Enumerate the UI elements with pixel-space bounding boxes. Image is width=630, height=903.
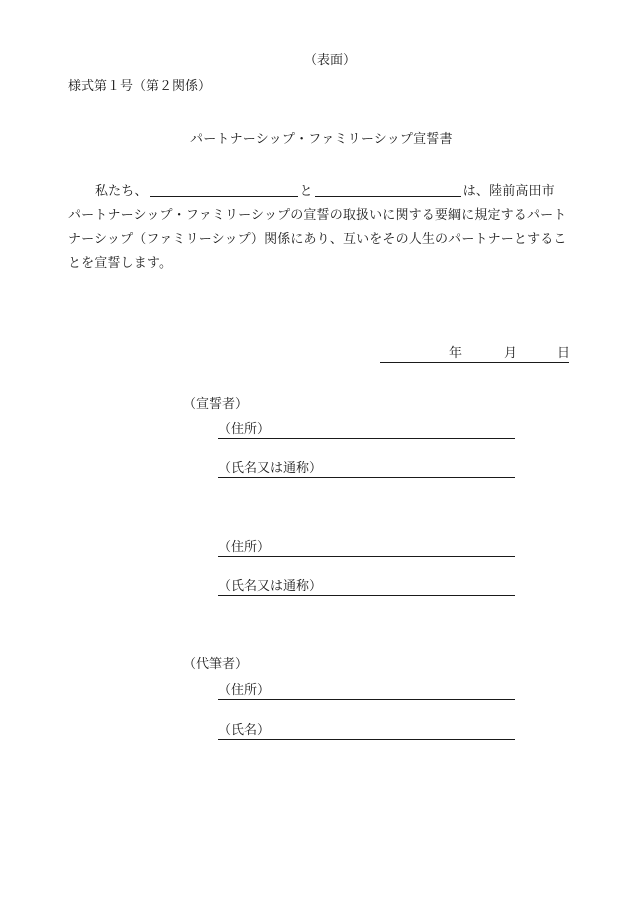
declarant-2-address-field[interactable] [218,540,515,557]
declarant-1-address-label: （住所） [218,422,271,437]
form-number: 様式第１号（第２関係） [68,79,212,94]
proxy-address-label: （住所） [218,683,271,698]
month-label: 月 [504,346,518,361]
declarant-1-address-field[interactable] [218,422,515,439]
declaration-line-2: パートナーシップ・ファミリーシップの宣誓の取扱いに関する要綱に規定するパート [68,208,567,223]
declarant-2-address-label: （住所） [218,540,271,555]
day-label: 日 [557,346,571,361]
date-field[interactable] [380,346,569,363]
year-label: 年 [449,346,463,361]
declaration-joiner: と [299,184,313,199]
side-label: （表面） [304,53,357,68]
declaration-trail: は、陸前高田市 [462,184,555,199]
declarant-1-name-label: （氏名又は通称） [218,461,323,476]
declarants-heading: （宣誓者） [183,397,249,412]
partner-1-blank[interactable] [150,182,298,197]
proxy-name-label: （氏名） [218,723,271,738]
declarant-1-name-field[interactable] [218,461,515,478]
document-title: パートナーシップ・ファミリーシップ宣誓書 [190,132,453,147]
declaration-line-4: とを宣誓します。 [68,256,173,271]
declarant-2-name-field[interactable] [218,579,515,596]
partner-2-blank[interactable] [315,182,461,197]
proxy-heading: （代筆者） [183,657,249,672]
declaration-text [68,180,588,276]
declaration-line-1 [68,180,588,204]
proxy-address-field[interactable] [218,683,515,700]
declarant-2-name-label: （氏名又は通称） [218,579,323,594]
proxy-name-field[interactable] [218,723,515,740]
declaration-lead: 私たち、 [95,184,148,199]
declaration-line-3: ナーシップ（ファミリーシップ）関係にあり、互いをその人生のパートナーとするこ [68,232,567,247]
